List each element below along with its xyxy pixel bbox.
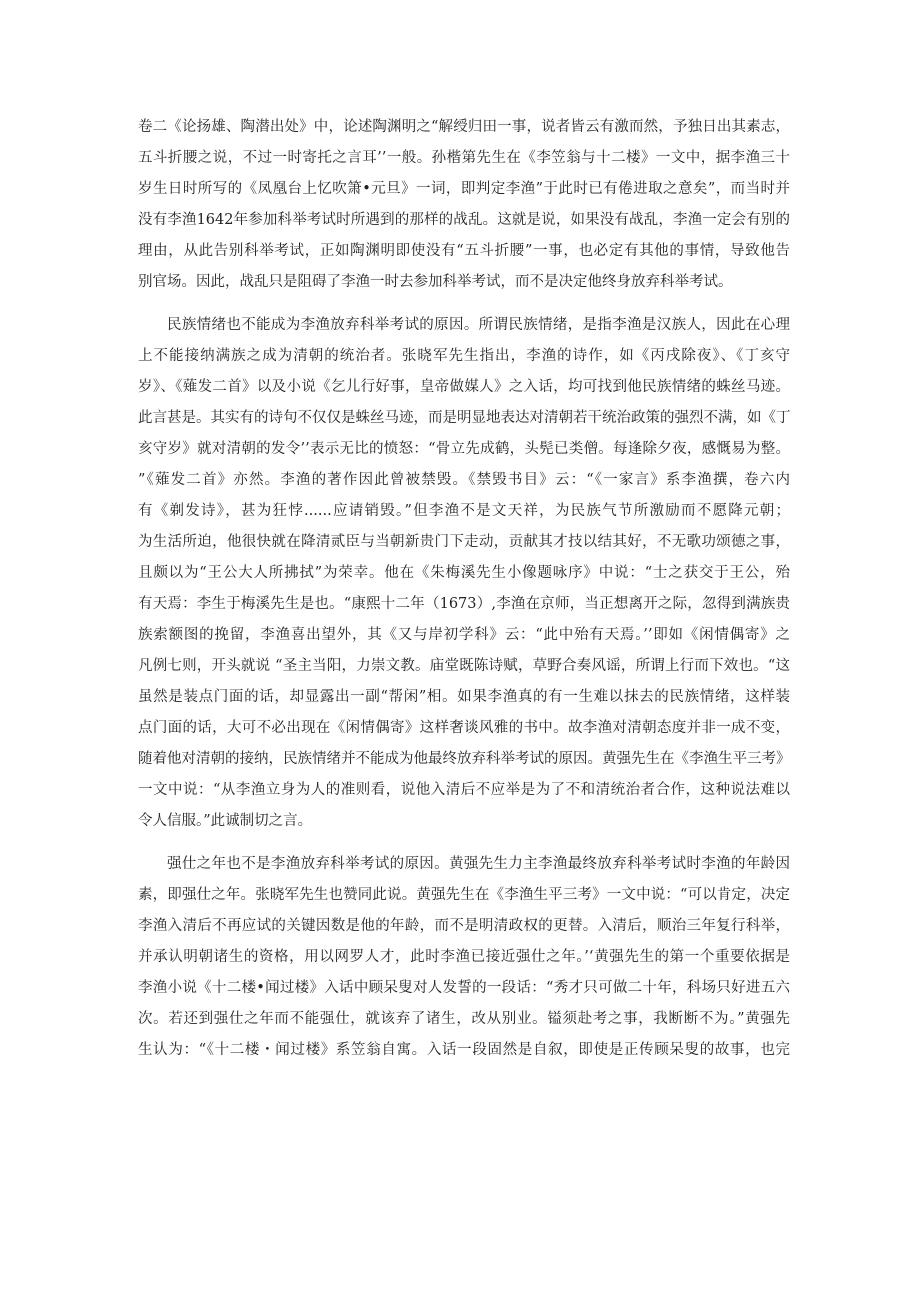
text-line: 没有李渔1642年参加科举考试时所遇到的那样的战乱。这就是说，如果没有战乱，李渔一定会有别的 bbox=[138, 212, 790, 228]
text-line: 生认为：“《十二楼・闻过楼》系笠翁自寓。入话一段固然是自叙，即使是正传顾呆叟的故事，也完 bbox=[138, 1042, 790, 1058]
body-text bbox=[138, 112, 790, 1066]
text-line: 岁生日时所写的《凤凰台上忆吹箫•元旦》一词，即判定李渔”于此时已有倦进取之意矣”，而当时并 bbox=[138, 181, 790, 197]
text-line: 一文中说：“从李渔立身为人的准则看，说他入清后不应举是为了不和清统治者合作，这种说法难以 bbox=[138, 782, 790, 798]
text-line: ”《薙发二首》亦然。李渔的著作因此曾被禁毁。《禁毁书目》云：“《一家言》系李渔撰，卷六内 bbox=[138, 472, 790, 488]
text-line: 上不能接纳满族之成为清朝的统治者。张晓军先生指出，李渔的诗作，如《丙戌除夜》、《丁亥守 bbox=[138, 348, 790, 364]
text-line: 李渔入清后不再应试的关键因数是他的年龄，而不是明清政权的更替。入清后，顺治三年复行科举， bbox=[138, 918, 790, 934]
text-line: 五斗折腰之说，不过一时寄托之言耳’’一般。孙楷第先生在《李笠翁与十二楼》一文中，据李渔三十 bbox=[138, 150, 790, 166]
text-line: 民族情绪也不能成为李渔放弃科举考试的原因。所谓民族情绪，是指李渔是汉族人，因此在心理 bbox=[167, 317, 790, 333]
text-line: 此言甚是。其实有的诗句不仅仅是蛛丝马迹，而是明显地表达对清朝若干统治政策的强烈不满，如《丁 bbox=[138, 410, 790, 426]
text-line: 族索额图的挽留，李渔喜出望外，其《又与岸初学科》云：“此中殆有天焉。’’即如《闲情偶寄》之 bbox=[138, 627, 790, 643]
text-line: 有天焉：李生于梅溪先生是也。“康熙十二年（1673）,李渔在京师，当正想离开之际，忽得到满族贵 bbox=[138, 596, 790, 612]
text-line: 李渔小说《十二楼•闻过楼》入话中顾呆叟对人发誓的一段话：“秀才只可做二十年，科场只好进五六 bbox=[138, 980, 790, 996]
text-line: 理由，从此告别科举考试，正如陶渊明即使没有“五斗折腰”一事，也必定有其他的事情，导致他告 bbox=[138, 243, 790, 259]
paragraph-1 bbox=[138, 112, 790, 298]
paragraph-2 bbox=[138, 310, 790, 837]
text-line: 点门面的话，大可不必出现在《闲情偶寄》这样奢谈风雅的书中。故李渔对清朝态度并非一成不变， bbox=[138, 720, 790, 736]
text-line: 虽然是装点门面的话，却显露出一副“帮闲”相。如果李渔真的有一生难以抹去的民族情绪，这样装 bbox=[138, 689, 790, 705]
text-line: 次。若还到强仕之年而不能强仕，就该弃了诸生，改从别业。镒须赴考之事，我断断不为。”黄强先 bbox=[138, 1011, 790, 1027]
text-line: 强仕之年也不是李渔放弃科举考试的原因。黄强先生力主李渔最终放弃科举考试时李渔的年龄因 bbox=[167, 856, 790, 872]
text-line: 凡例七则，开头就说 “圣主当阳，力崇文教。庙堂既陈诗赋，草野合奏风谣，所谓上行而下效也。“这 bbox=[138, 658, 790, 674]
paragraph-3 bbox=[138, 849, 790, 1066]
text-line: 令人信服。”此诚制切之言。 bbox=[138, 813, 313, 829]
text-line: 岁》、《薙发二首》以及小说《乞儿行好事，皇帝做媒人》之入话，均可找到他民族情绪的蛛丝马迹。 bbox=[138, 379, 790, 395]
text-line: 为生活所迫，他很快就在降清贰臣与当朝新贵门下走动，贡献其才技以结其好，不无歌功颂德之事， bbox=[138, 534, 790, 550]
text-line: 别官场。因此，战乱只是阻碍了李渔一时去参加科举考试，而不是决定他终身放弃科举考试。 bbox=[138, 274, 733, 290]
text-line: 卷二《论扬雄、陶潜出处》中，论述陶渊明之“解绶归田一事，说者皆云有激而然，予独日出其素志， bbox=[138, 119, 790, 135]
text-line: 有《剃发诗》，甚为狂悖......应请销毁。”但李渔不是文天祥，为民族气节所激励而不愿降元朝； bbox=[138, 503, 790, 519]
text-line: 且颇以为“王公大人所拂拭”为荣幸。他在《朱梅溪先生小像题咏序》中说：“士之获交于王公，殆 bbox=[138, 565, 790, 581]
text-line: 随着他对清朝的接纳，民族情绪并不能成为他最终放弃科举考试的原因。黄强先生在《李渔生平三考》 bbox=[138, 751, 790, 767]
text-line: 亥守岁》就对清朝的发令’’表示无比的愤怒：“骨立先成鹤，头髡已类僧。每逢除夕夜，感慨易为整。 bbox=[138, 441, 790, 457]
text-line: 素，即强仕之年。张晓军先生也赞同此说。黄强先生在《李渔生平三考》一文中说：“可以肯定，决定 bbox=[138, 887, 790, 903]
text-line: 并承认明朝诸生的资格，用以网罗人才，此时李渔已接近强仕之年。’‘黄强先生的第一个重要依据是 bbox=[138, 949, 790, 965]
